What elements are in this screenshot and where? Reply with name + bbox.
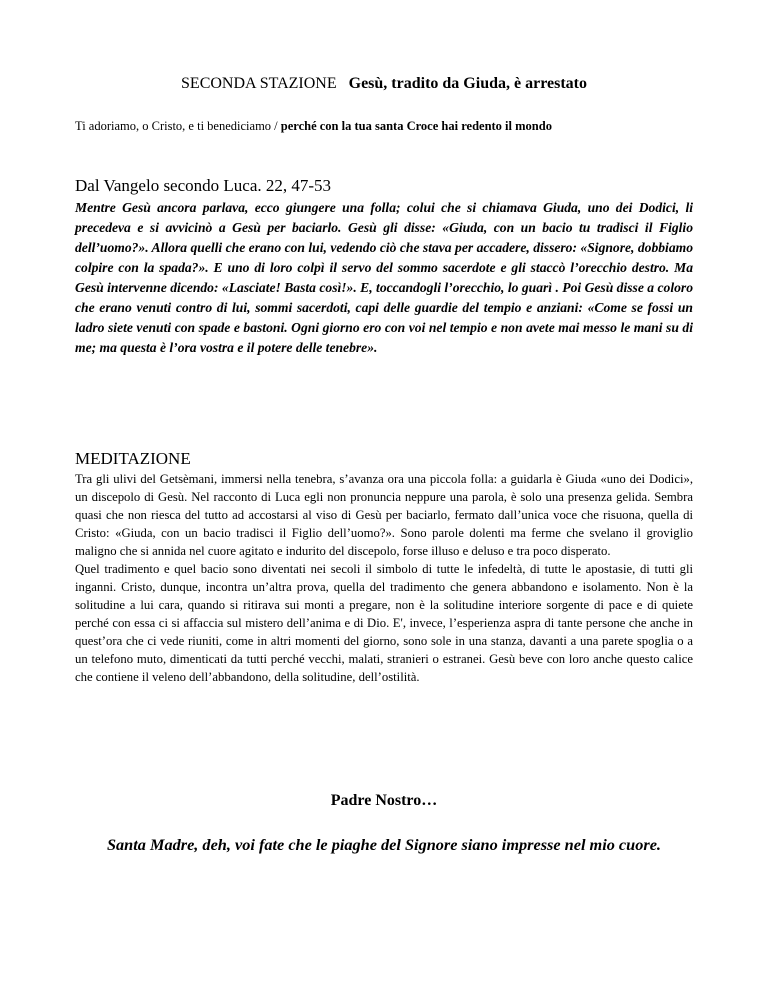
- invocation: [75, 117, 693, 135]
- meditation-text: [75, 470, 693, 686]
- pater-noster: Padre Nostro…: [330, 792, 438, 809]
- station-title: [75, 74, 693, 94]
- station-subject: Gesù, tradito da Giuda, è arrestato: [348, 75, 587, 92]
- gospel-text: Mentre Gesù ancora parlava, ecco giungere una folla; colui che si chiamava Giuda, uno dei Dodici, li precedeva e si avvicinò a Gesù per baciarlo. Gesù gli disse: «Giuda, con un bacio tu tradisci il Figlio dell’uomo?». Allora quelli che erano con lui, vedendo ciò che stava per accadere, dissero: «Signore, dobbiamo colpire con la spada?». E uno di loro colpì il servo del sommo sacerdote e gli staccò l’orecchio destro. Ma Gesù intervenne dicendo: «Lasciate! Basta così!». E, toccandogli l’orecchio, lo guarì . Poi Gesù disse a coloro che erano venuti contro di lui, sommi sacerdoti, capi delle guardie del tempio e anziani: «Come se fossi un ladro siete venuti con spade e bastoni. Ogni giorno ero con voi nel tempio e non avete mai messo le mani su di me; ma questa è l’ora vostra e il potere delle tenebre».: [75, 200, 693, 355]
- station-number: SECONDA STAZIONE: [181, 75, 337, 92]
- stabat-mater-verse: Santa Madre, deh, voi fate che le piaghe del Signore siano impresse nel mio cuore.: [106, 835, 661, 854]
- meditation-paragraph: Tra gli ulivi del Getsèmani, immersi nella tenebra, s’avanza ora una piccola folla: a guidarla è Giuda «uno dei Dodici», un discepolo di Gesù. Nel racconto di Luca egli non pronuncia neppure una parola, è solo una presenza gelida. Sembra quasi che non riesca del tutto ad accostarsi al viso di Gesù per baciarlo, fermato dall’unica voce che risuona, quella di Cristo: «Giuda, con un bacio tradisci il Figlio dell’uomo?». Sono parole dolenti ma ferme che svelano il groviglio maligno che si annida nel cuore agitato e indurito del discepolo, forse illuso e deluso e tra poco disperato.: [75, 472, 693, 558]
- invocation-first-part: Ti adoriamo, o Cristo, e ti benediciamo /: [75, 119, 278, 133]
- gospel-heading: Dal Vangelo secondo Luca. 22, 47-53: [75, 176, 332, 195]
- meditation-paragraph: Quel tradimento e quel bacio sono diventati nei secoli il simbolo di tutte le infedeltà, di tutte le apostasie, di tutti gli inganni. Cristo, dunque, incontra un’altra prova, quella del tradimento che genera abbandono e isolamento. Non è la solitudine a lui cara, quando si ritirava sui monti a pregare, non è la solitudine interiore sorgente di pace e di quiete perché con essa ci si affaccia sul mistero dell’anima e di Dio. E', invece, l’esperienza aspra di tante persone che anche in quest’ora che ci vede riuniti, come in altri momenti del giorno, sono sole in una stanza, davanti a una parete spoglia o a un telefono muto, dimenticati da tutti perché vecchi, malati, stranieri o estranei. Gesù beve con loro anche questo calice che contiene il veleno dell’abbandono, della solitudine, dell’ostilità.: [75, 562, 693, 684]
- invocation-second-part: perché con la tua santa Croce hai redento il mondo: [280, 119, 552, 133]
- meditation-heading: MEDITAZIONE: [75, 449, 191, 468]
